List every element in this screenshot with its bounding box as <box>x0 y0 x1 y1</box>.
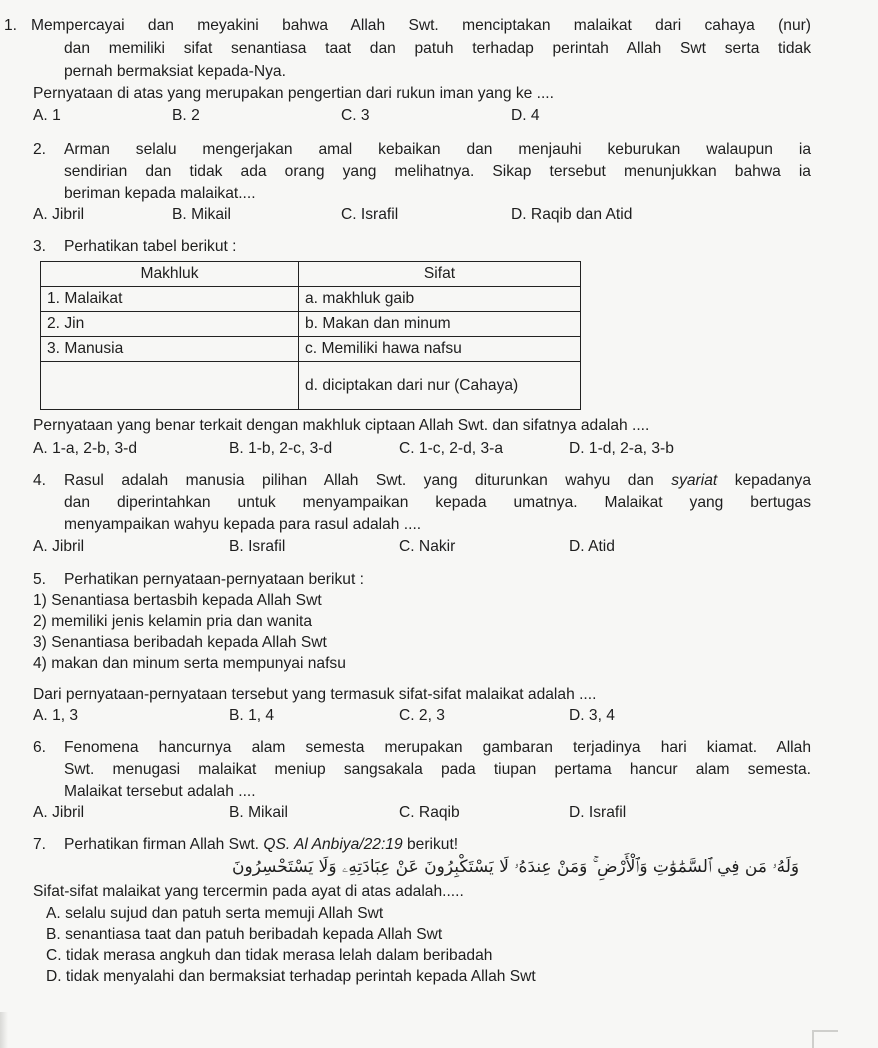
question-text-line: Perhatikan firman Allah Swt. QS. Al Anbiya/22:19 berikut! <box>64 836 459 853</box>
question-prompt: Pernyataan yang benar terkait dengan makhluk ciptaan Allah Swt. dan sifatnya adalah .... <box>33 417 650 434</box>
arabic-verse: وَلَهُۥ مَن فِي ٱلسَّمَٰوَٰتِ وَٱلْأَرْضِ ۚ وَمَنْ عِندَهُۥ لَا يَسْتَكْبِرُونَ عَنْ عِبَادَتِهِۦ وَلَا يَسْتَحْسِرُونَ <box>232 857 800 877</box>
option-d[interactable]: D. Israfil <box>569 804 627 821</box>
question-number: 2. <box>33 141 47 158</box>
table-cell-text: d. diciptakan dari nur (Cahaya) <box>305 376 519 394</box>
question-text-line: dan diperintahkan untuk menyampaikan kepada umatnya. Malaikat yang bertugas <box>64 494 811 511</box>
question-text-line: Swt. menugasi malaikat meniup sangsakala pada tiupan pertama hancur alam semesta. <box>64 761 811 778</box>
option-a[interactable]: A. Jibril <box>33 804 85 821</box>
table-cell <box>299 362 581 410</box>
question-number: 4. <box>33 472 47 489</box>
option-d[interactable]: D. 4 <box>511 107 540 124</box>
question-text-line: Perhatikan tabel berikut : <box>64 238 237 255</box>
option-d[interactable]: D. Atid <box>569 538 615 555</box>
table-header-row <box>41 262 581 287</box>
option-b[interactable]: B. 1, 4 <box>229 707 275 724</box>
question-text-line: Mempercayai dan meyakini bahwa Allah Swt. menciptakan malaikat dari cahaya (nur) <box>31 17 811 34</box>
question-prompt: Dari pernyataan-pernyataan tersebut yang termasuk sifat-sifat malaikat adalah .... <box>33 686 597 703</box>
option-a[interactable]: A. Jibril <box>33 538 85 555</box>
option-b[interactable]: B. Mikail <box>229 804 288 821</box>
option-b[interactable]: B. senantiasa taat dan patuh beribadah kepada Allah Swt <box>46 926 443 943</box>
option-c[interactable]: C. Israfil <box>341 206 399 223</box>
option-c[interactable]: C. Raqib <box>399 804 460 821</box>
option-b[interactable]: B. 2 <box>172 107 200 124</box>
question-prompt: Pernyataan di atas yang merupakan pengertian dari rukun iman yang ke .... <box>33 85 554 102</box>
page-edge-mark <box>0 1012 8 1048</box>
question-number: 1. <box>4 17 18 34</box>
table-cell: b. Makan dan minum <box>299 312 581 337</box>
option-c[interactable]: C. 3 <box>341 107 370 124</box>
table-row <box>41 312 581 337</box>
option-b[interactable]: B. 1-b, 2-c, 3-d <box>229 440 333 457</box>
question-text-line: beriman kepada malaikat.... <box>64 185 256 202</box>
option-d[interactable]: D. 3, 4 <box>569 707 615 724</box>
question-text-line <box>64 472 811 490</box>
question-number: 5. <box>33 571 47 588</box>
statement-1: 1) Senantiasa bertasbih kepada Allah Swt <box>33 592 322 609</box>
question-prompt: Sifat-sifat malaikat yang tercermin pada ayat di atas adalah..... <box>33 883 464 900</box>
question-text-line: Malaikat tersebut adalah .... <box>64 783 256 800</box>
question-text-line: Perhatikan pernyataan-pernyataan berikut : <box>64 571 364 588</box>
option-c[interactable]: C. tidak merasa angkuh dan tidak merasa lelah dalam beribadah <box>46 947 493 964</box>
question-text-line: dan memiliki sifat senantiasa taat dan patuh terhadap perintah Allah Swt serta tidak <box>64 40 811 57</box>
page-edge-mark <box>812 1030 814 1048</box>
option-c[interactable]: C. 2, 3 <box>399 707 445 724</box>
table-cell <box>41 362 299 410</box>
table-row <box>41 362 581 410</box>
makhluk-sifat-table <box>40 261 581 410</box>
option-c[interactable]: C. 1-c, 2-d, 3-a <box>399 440 503 457</box>
option-a[interactable]: A. 1, 3 <box>33 707 79 724</box>
table-row <box>41 337 581 362</box>
table-row <box>41 287 581 312</box>
question-text-line: pernah bermaksiat kepada-Nya. <box>64 63 286 80</box>
table-header: Sifat <box>299 262 581 287</box>
statement-3: 3) Senantiasa beribadah kepada Allah Swt <box>33 634 327 651</box>
option-c[interactable]: C. Nakir <box>399 538 456 555</box>
question-text-line: sendirian dan tidak ada orang yang melihatnya. Sikap tersebut menunjukkan bahwa ia <box>64 163 811 180</box>
option-a[interactable]: A. Jibril <box>33 206 85 223</box>
statement-4: 4) makan dan minum serta mempunyai nafsu <box>33 655 346 672</box>
table-cell: 1. Malaikat <box>41 287 299 312</box>
statement-2: 2) memiliki jenis kelamin pria dan wanita <box>33 613 313 630</box>
table-cell: a. makhluk gaib <box>299 287 581 312</box>
table-cell: 3. Manusia <box>41 337 299 362</box>
question-number: 7. <box>33 836 47 853</box>
question-text-line: Fenomena hancurnya alam semesta merupakan gambaran terjadinya hari kiamat. Allah <box>64 739 811 756</box>
option-d[interactable]: D. Raqib dan Atid <box>511 206 633 223</box>
table-cell: 2. Jin <box>41 312 299 337</box>
option-b[interactable]: B. Mikail <box>172 206 231 223</box>
table-cell: c. Memiliki hawa nafsu <box>299 337 581 362</box>
option-d[interactable]: D. tidak menyalahi dan bermaksiat terhadap perintah kepada Allah Swt <box>46 968 536 985</box>
question-number: 6. <box>33 739 47 756</box>
question-number: 3. <box>33 238 47 255</box>
option-b[interactable]: B. Israfil <box>229 538 286 555</box>
question-text-line: menyampaikan wahyu kepada para rasul adalah .... <box>64 516 422 533</box>
page-edge-mark <box>812 1030 838 1032</box>
option-a[interactable]: A. 1 <box>33 107 61 124</box>
option-a[interactable]: A. 1-a, 2-b, 3-d <box>33 440 138 457</box>
table-header: Makhluk <box>41 262 299 287</box>
option-d[interactable]: D. 1-d, 2-a, 3-b <box>569 440 674 457</box>
option-a[interactable]: A. selalu sujud dan patuh serta memuji Allah Swt <box>46 905 384 922</box>
question-text-part: Rasul adalah manusia pilihan Allah Swt. yang diturunkan wahyu dan syariat kepadanya <box>64 472 811 489</box>
question-text-line: Arman selalu mengerjakan amal kebaikan dan menjauhi keburukan walaupun ia <box>64 141 811 158</box>
